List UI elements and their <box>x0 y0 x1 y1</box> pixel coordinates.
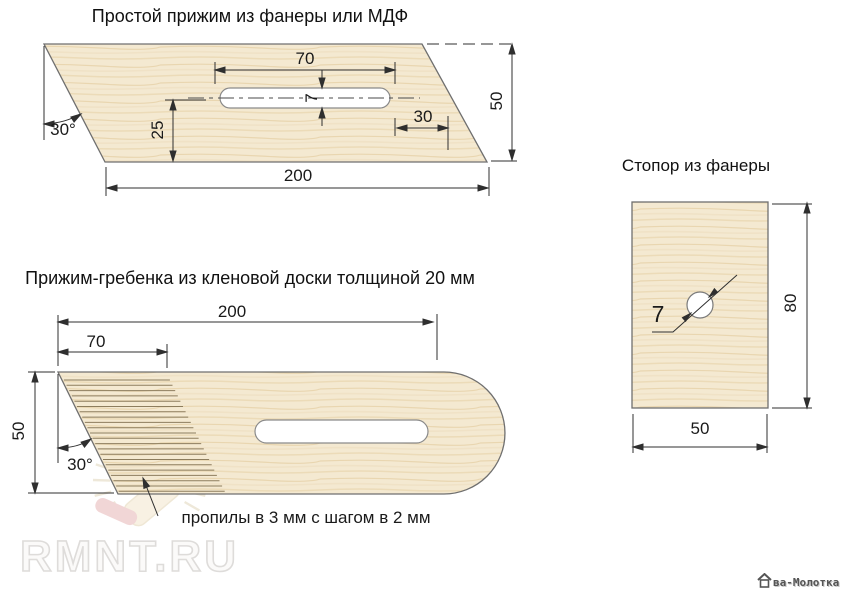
dim-label-stopper-height: 80 <box>781 293 800 313</box>
dim-label-right-offset: 30 <box>413 107 433 126</box>
dim-label-hole-diameter: 7 <box>651 301 665 327</box>
comb-slot <box>255 420 428 443</box>
dim-label-comb-cut-length: 70 <box>86 332 106 351</box>
comb-clamp-title: Прижим-гребенка из кленовой доски толщиной 20 мм <box>25 268 475 288</box>
site-watermark: RMNT.RU <box>20 532 239 581</box>
dim-label-clamp-height: 50 <box>487 91 506 111</box>
footer-logo-text: ва-Молотка <box>773 576 840 589</box>
dim-label-stopper-width: 50 <box>690 419 710 438</box>
dim-label-comb-length: 200 <box>217 302 247 321</box>
comb-note: пропилы в 3 мм с шагом в 2 мм <box>181 508 431 527</box>
dim-label-slot-width: 7 <box>302 93 321 103</box>
footer-logo <box>757 573 839 589</box>
dim-label-comb-height: 50 <box>9 421 28 441</box>
angle-label-simple-clamp: 30° <box>50 120 76 139</box>
stopper-hole <box>687 292 713 318</box>
house-icon <box>757 573 772 588</box>
dim-label-center-offset: 25 <box>148 120 167 140</box>
dim-label-clamp-length: 200 <box>283 166 313 185</box>
dim-label-slot-length: 70 <box>295 49 315 68</box>
stopper-title: Стопор из фанеры <box>621 156 771 175</box>
simple-clamp-title: Простой прижим из фанеры или МДФ <box>91 6 409 26</box>
angle-label-comb-clamp: 30° <box>67 455 93 474</box>
